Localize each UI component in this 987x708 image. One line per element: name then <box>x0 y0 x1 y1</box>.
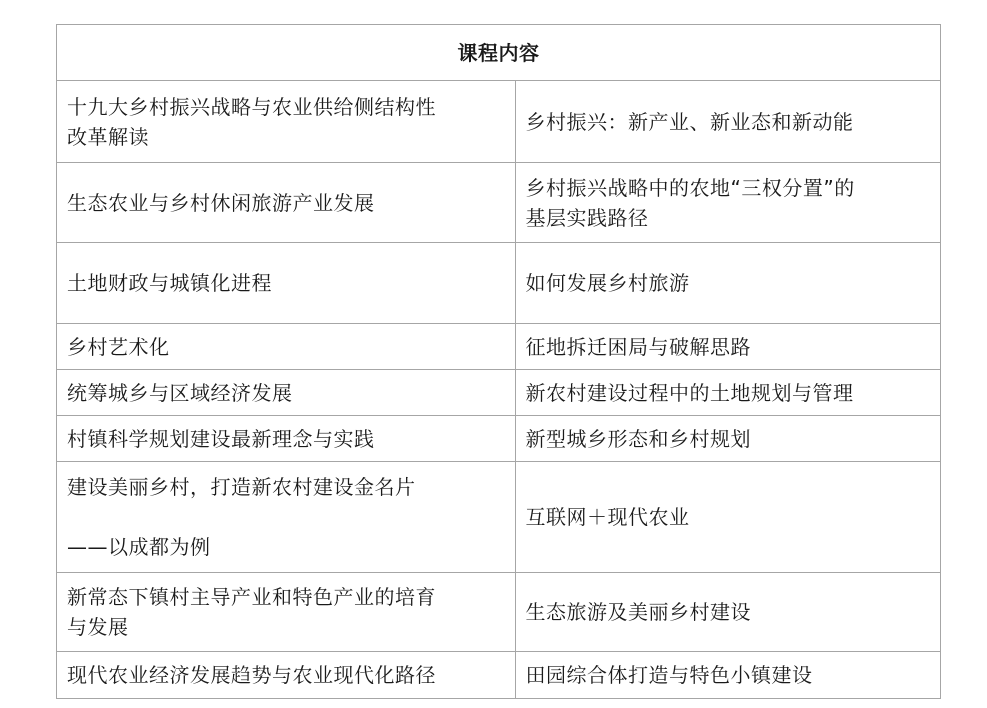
table-row <box>57 370 941 416</box>
course-text: 与发展 <box>67 615 129 639</box>
course-text: 互联网＋现代农业 <box>525 505 690 529</box>
course-cell <box>515 243 940 324</box>
course-cell <box>57 462 516 573</box>
course-cell <box>57 652 516 699</box>
course-text: 征地拆迁困局与破解思路 <box>525 334 752 359</box>
course-text: 十九大乡村振兴战略与农业供给侧结构性 <box>67 94 436 119</box>
course-text: 新常态下镇村主导产业和特色产业的培育 <box>67 585 436 609</box>
course-text: 现代农业经济发展趋势与农业现代化路径 <box>67 663 436 687</box>
table-row <box>57 416 941 462</box>
course-text: 建设美丽乡村，打造新农村建设金名片 <box>67 475 416 499</box>
table-row <box>57 462 941 573</box>
course-cell <box>515 573 940 652</box>
course-text: ——以成都为例 <box>67 535 211 559</box>
course-cell <box>57 81 516 163</box>
course-text: 田园综合体打造与特色小镇建设 <box>525 663 813 687</box>
course-cell <box>57 573 516 652</box>
course-cell <box>57 324 516 370</box>
course-text: 乡村艺术化 <box>67 334 170 359</box>
course-cell <box>515 462 940 573</box>
course-text: 新农村建设过程中的土地规划与管理 <box>525 380 854 405</box>
table-header: 课程内容 <box>57 25 941 81</box>
course-cell <box>515 324 940 370</box>
course-text: 基层实践路径 <box>525 205 649 230</box>
table-row <box>57 652 941 699</box>
course-cell <box>57 163 516 243</box>
line-gap <box>67 502 505 532</box>
table-row <box>57 324 941 370</box>
course-cell <box>515 416 940 462</box>
course-text: 新型城乡形态和乡村规划 <box>525 426 752 451</box>
course-cell <box>515 163 940 243</box>
course-text: 乡村振兴战略中的农地“三权分置”的 <box>525 175 855 200</box>
table-row <box>57 243 941 324</box>
table-row <box>57 81 941 163</box>
course-text: 生态旅游及美丽乡村建设 <box>525 600 752 624</box>
table-row <box>57 163 941 243</box>
course-content-table <box>56 24 941 699</box>
course-cell <box>515 81 940 163</box>
course-text: 如何发展乡村旅游 <box>525 271 690 295</box>
course-cell <box>515 370 940 416</box>
course-cell <box>57 370 516 416</box>
course-text: 村镇科学规划建设最新理念与实践 <box>67 426 375 451</box>
course-text: 乡村振兴：新产业、新业态和新动能 <box>525 109 854 134</box>
course-cell <box>57 243 516 324</box>
course-text: 土地财政与城镇化进程 <box>67 271 272 295</box>
course-cell <box>515 652 940 699</box>
course-text: 生态农业与乡村休闲旅游产业发展 <box>67 190 375 215</box>
course-text: 改革解读 <box>67 124 149 149</box>
course-text: 统筹城乡与区域经济发展 <box>67 380 293 405</box>
table-header-row <box>57 25 941 81</box>
table-row <box>57 573 941 652</box>
course-cell <box>57 416 516 462</box>
